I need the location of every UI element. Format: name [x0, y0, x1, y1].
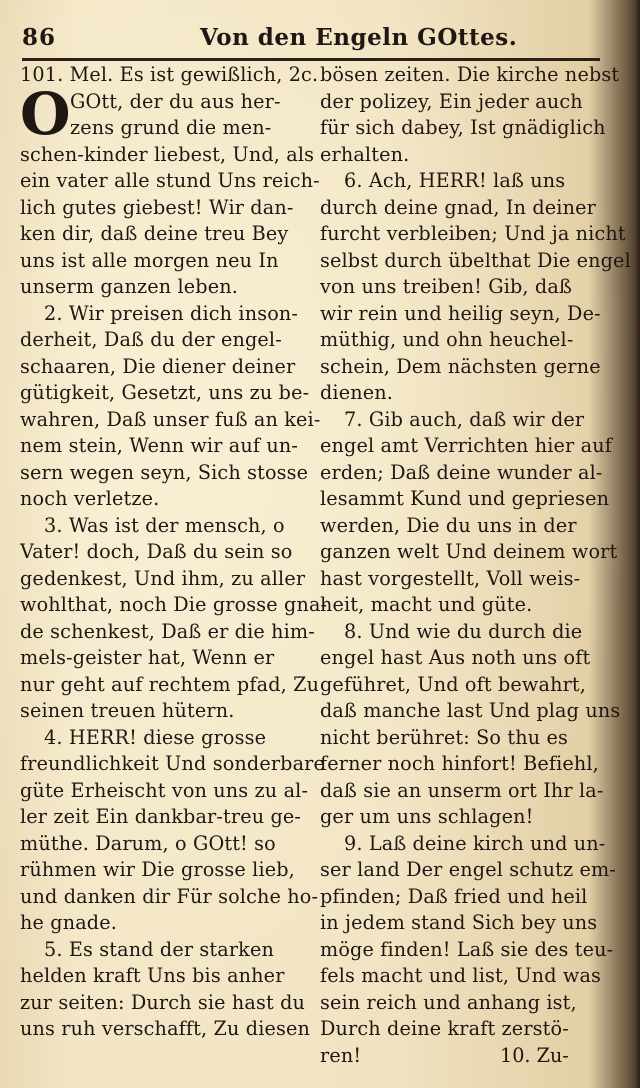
text-line: uns ist alle morgen neu In	[20, 248, 279, 272]
text-line: 9. Laß deine kirch und un-	[344, 831, 606, 855]
text-line: furcht verbleiben; Und ja nicht	[320, 222, 626, 245]
text-line: fels macht und list, Und was	[320, 964, 602, 987]
text-line: der polizey, Ein jeder auch	[320, 89, 583, 113]
text-line: hast vorgestellt, Voll weis-	[320, 566, 581, 590]
text-line: und danken dir Für solche ho-	[20, 884, 319, 908]
right-column	[320, 62, 631, 1069]
text-line: wahren, Daß unser fuß an kei-	[20, 407, 321, 431]
text-line: erden; Daß deine wunder al-	[320, 460, 603, 484]
text-line: 3. Was ist der mensch, o	[44, 513, 285, 537]
text-line: heit, macht und güte.	[320, 593, 533, 616]
text-line: he gnade.	[20, 911, 117, 934]
text-line: rühmen wir Die grosse lieb,	[20, 858, 295, 881]
text-line: 2. Wir preisen dich inson-	[44, 301, 299, 325]
text-line: selbst durch übelthat Die engel	[320, 248, 631, 272]
text-line: werden, Die du uns in der	[320, 513, 577, 537]
text-line: ken dir, daß deine treu Bey	[20, 222, 289, 245]
text-line: durch deine gnad, In deiner	[320, 195, 596, 219]
text-line: unserm ganzen leben.	[20, 275, 238, 298]
text-line: engel amt Verrichten hier auf	[320, 434, 612, 457]
text-line: GOtt, der du aus her-	[70, 89, 281, 113]
text-line: 6. Ach, HERR! laß uns	[344, 169, 566, 192]
text-line: engel hast Aus noth uns oft	[320, 646, 591, 669]
catchword: 10. Zu-	[500, 1044, 569, 1067]
text-line: 8. Und wie du durch die	[344, 619, 583, 643]
text-line: schen-kinder liebest, Und, als	[20, 142, 315, 166]
text-line: schein, Dem nächsten gerne	[320, 354, 601, 378]
text-line: ler zeit Ein dankbar-treu ge-	[20, 805, 302, 828]
text-line: von uns treiben! Gib, daß	[320, 275, 572, 298]
text-line: in jedem stand Sich bey uns	[320, 911, 598, 934]
text-line: Durch deine kraft zerstö-	[320, 1017, 569, 1040]
text-line: pfinden; Daß fried und heil	[320, 884, 588, 908]
text-line: geführet, Und oft bewahrt,	[320, 672, 587, 696]
text-line: für sich dabey, Ist gnädiglich	[320, 116, 606, 139]
text-line: lich gutes giebest! Wir dan-	[20, 195, 294, 219]
drop-cap: O	[20, 79, 71, 148]
page-number: 86	[22, 24, 57, 51]
text-line: derheit, Daß du der engel-	[20, 328, 282, 351]
text-line: ferner noch hinfort! Befiehl,	[320, 752, 599, 775]
text-line: müthe. Darum, o GOtt! so	[20, 831, 276, 855]
text-line: ser land Der engel schutz em-	[320, 858, 616, 881]
text-line: zur seiten: Durch sie hast du	[20, 990, 306, 1014]
text-line: zens grund die men-	[70, 116, 272, 139]
text-line: ger um uns schlagen!	[320, 805, 534, 828]
text-line: uns ruh verschafft, Zu diesen	[20, 1017, 310, 1040]
text-line: sern wegen seyn, Sich stosse	[20, 460, 309, 484]
header-rule	[22, 58, 600, 61]
text-line: helden kraft Uns bis anher	[20, 964, 285, 987]
text-line: seinen treuen hütern.	[20, 699, 235, 722]
text-line: 5. Es stand der starken	[44, 937, 274, 961]
text-line: 4. HERR! diese grosse	[44, 725, 267, 749]
text-line: Vater! doch, Daß du sein so	[20, 540, 293, 563]
text-line: schaaren, Die diener deiner	[20, 354, 296, 378]
page-header	[22, 20, 610, 56]
text-line: 7. Gib auch, daß wir der	[344, 407, 585, 431]
text-line: daß manche last Und plag uns	[320, 699, 621, 722]
text-line: güte Erheischt von uns zu al-	[20, 778, 309, 802]
text-line: dienen.	[320, 381, 393, 404]
text-line: de schenkest, Daß er die him-	[20, 619, 315, 643]
text-line: wohlthat, noch Die grosse gna-	[20, 593, 328, 616]
text-line: sein reich und anhang ist,	[320, 990, 577, 1014]
text-line: ren!	[320, 1043, 362, 1067]
text-line: bösen zeiten. Die kirche nebst	[320, 63, 620, 86]
running-head: Von den Engeln GOttes.	[200, 24, 518, 51]
text-line: lesammt Kund und gepriesen	[320, 487, 610, 510]
text-line: mels-geister hat, Wenn er	[20, 646, 275, 669]
text-line: erhalten.	[320, 142, 410, 166]
text-line: müthig, und ohn heuchel-	[320, 328, 574, 351]
text-line: gedenkest, Und ihm, zu aller	[20, 566, 306, 590]
text-line: nem stein, Wenn wir auf un-	[20, 434, 299, 457]
text-line: möge finden! Laß sie des teu-	[320, 937, 614, 961]
text-line: wir rein und heilig seyn, De-	[320, 301, 601, 325]
text-line: noch verletze.	[20, 487, 160, 510]
text-line: freundlichkeit Und sonderbare	[20, 752, 326, 775]
text-line: ein vater alle stund Uns reich-	[20, 169, 320, 192]
hymn-heading: 101. Mel. Es ist gewißlich, 2c.	[20, 63, 319, 86]
text-line: nicht berühret: So thu es	[320, 725, 569, 749]
text-line: daß sie an unserm ort Ihr la-	[320, 778, 604, 802]
left-column	[20, 62, 328, 1043]
text-line: nur geht auf rechtem pfad, Zu	[20, 672, 320, 696]
text-line: gütigkeit, Gesetzt, uns zu be-	[20, 381, 310, 404]
text-line: ganzen welt Und deinem wort	[320, 540, 618, 563]
